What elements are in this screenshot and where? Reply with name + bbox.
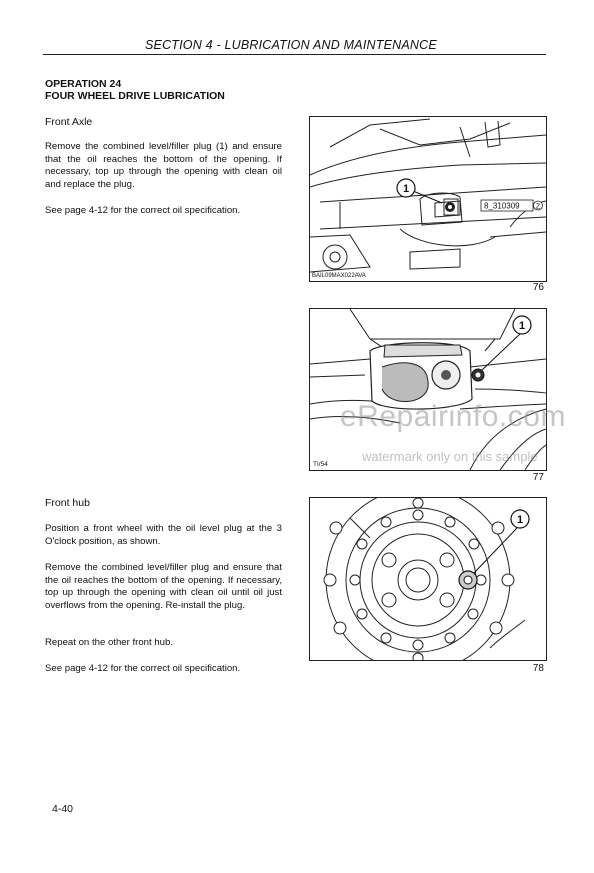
figure-76-ref-mark: Z — [535, 203, 541, 211]
front-hub-spec-reference: See page 4-12 for the correct oil specification. — [45, 663, 241, 674]
section-header: SECTION 4 - LUBRICATION AND MAINTENANCE — [145, 38, 437, 52]
header-divider — [43, 54, 546, 55]
front-hub-repeat-instruction: Repeat on the other front hub. — [45, 637, 174, 648]
watermark-sub: watermark only on this sample — [362, 449, 538, 464]
figure-77-axle-plug-illustration — [309, 308, 547, 471]
figure-77-number: 77 — [532, 472, 544, 483]
figure-78-callout: 1 — [516, 514, 524, 526]
figure-78-number: 78 — [532, 663, 544, 674]
figure-76-number: 76 — [532, 282, 544, 293]
front-axle-spec-reference: See page 4-12 for the correct oil specification. — [45, 205, 241, 216]
figure-76-front-axle-illustration — [309, 116, 547, 282]
figure-76-callout: 1 — [402, 183, 410, 195]
operation-title: FOUR WHEEL DRIVE LUBRICATION — [45, 90, 225, 102]
page-number: 4-40 — [52, 803, 74, 815]
figure-77-callout: 1 — [518, 320, 526, 332]
figure-76-image-code: BAIL09MAX022AVA — [312, 273, 366, 279]
front-hub-plug-instruction: Remove the combined level/filler plug and ensure that the oil reaches the bottom of the opening. If necessary, top up through the opening with clean oil until oil just overflows from the opening. Re-install the plug. — [45, 562, 282, 611]
watermark-main: eRepairinfo.com — [340, 400, 566, 433]
front-axle-instruction: Remove the combined level/filler plug (1) and ensure that the oil reaches the bottom of the opening. If necessary, top up through the opening with clean oil and replace the plug. — [45, 141, 282, 190]
figure-78-front-hub-illustration — [309, 497, 547, 661]
figure-76-ref-code: 8_310309 — [484, 201, 520, 211]
front-hub-position-instruction: Position a front wheel with the oil level plug at the 3 O'clock position, as shown. — [45, 523, 282, 547]
figure-77-image-code: TI/54 — [313, 461, 328, 468]
operation-number: OPERATION 24 — [45, 78, 122, 90]
front-hub-heading: Front hub — [45, 497, 90, 509]
front-axle-heading: Front Axle — [45, 116, 93, 128]
